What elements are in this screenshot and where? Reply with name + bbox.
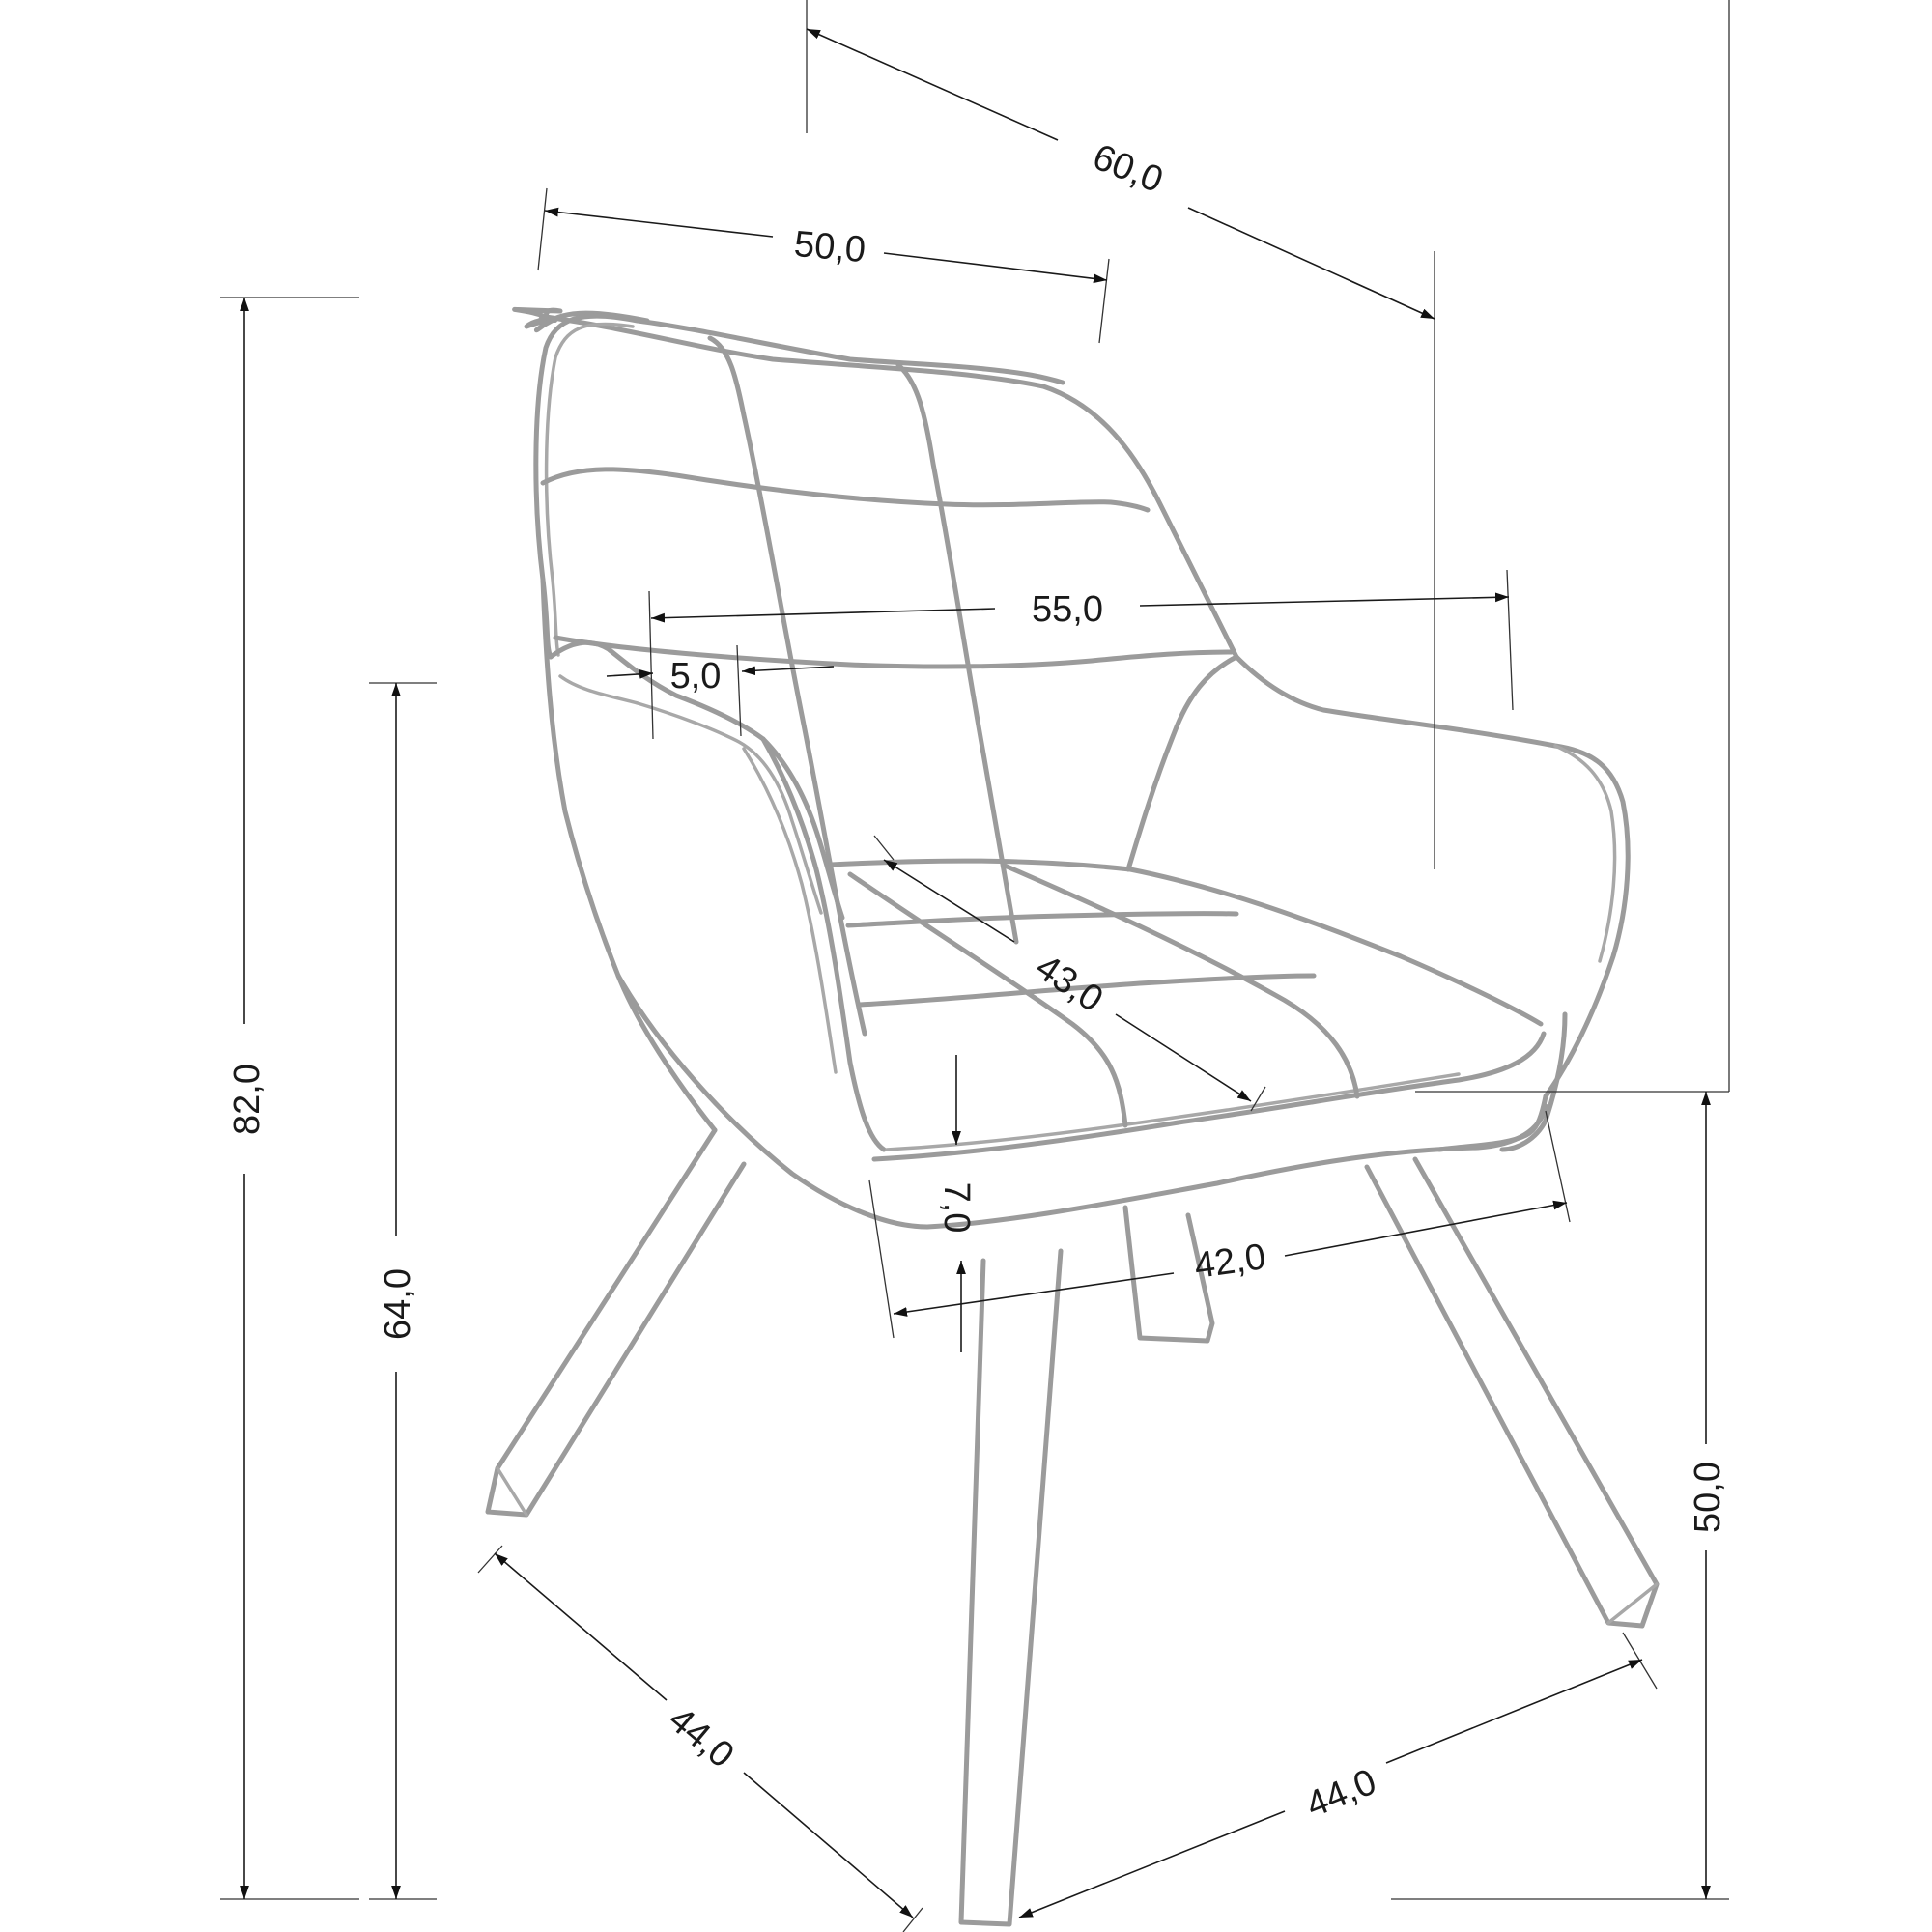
seat-front-edge [874,1034,1544,1159]
right-arm-outline [1236,657,1628,1096]
label-armrest-height: 64,0 [378,1268,418,1340]
ext-base-left-top [478,1546,502,1573]
dim-line-top-depth-b [1188,208,1435,319]
backrest-top-seam [638,321,1063,383]
ext-top-width-left [538,188,547,270]
label-seat-depth: 43,0 [1028,946,1111,1021]
leg-front-right [1367,1159,1657,1626]
label-seat-height: 50,0 [1688,1462,1728,1533]
backrest-seam-horizontal-1 [543,469,1148,510]
leg-front-center [961,1251,1061,1924]
chair-drawing [488,309,1657,1924]
ext-seat-depth-top [874,836,894,860]
leg-back-left-edge [497,1468,526,1515]
label-arm-span: 55,0 [1032,589,1103,630]
dim-line-arm-span-b [1140,597,1509,606]
dim-line-arm-width-b [742,667,834,671]
dimension-lines [220,0,1729,1932]
backrest-left-side-inner [547,324,633,655]
left-arm-top-inner [560,676,821,913]
ext-top-width-right [1099,259,1109,343]
dim-line-base-right-a [1019,1811,1285,1918]
dim-line-seat-width-a [894,1273,1174,1314]
label-top-width: 50,0 [792,223,867,271]
dim-line-seat-depth-a [884,860,1014,942]
dim-line-base-left-a [495,1553,667,1700]
dimension-labels [227,137,1728,1827]
label-seat-thickness: 7,0 [936,1181,977,1234]
backrest-seam-vertical-1 [710,338,865,1034]
label-top-depth: 60,0 [1087,136,1169,202]
dim-line-base-right-b [1386,1660,1642,1763]
ext-seat-width-left [869,1180,894,1338]
leg-back-left [488,1130,744,1515]
label-seat-width: 42,0 [1191,1236,1268,1288]
label-total-height: 82,0 [227,1064,268,1135]
ext-arm-span-left [649,591,653,739]
seat-front-edge-inner [887,1074,1459,1150]
dim-line-base-left-b [744,1773,913,1918]
dim-line-seat-depth-b [1116,1014,1251,1101]
right-arm-front [1128,657,1236,869]
backrest-seam-horizontal-2 [555,638,1232,667]
dim-line-top-width-a [545,211,773,237]
dim-line-arm-span-a [651,609,995,618]
dim-line-top-width-b [884,253,1107,280]
label-arm-width: 5,0 [669,656,722,696]
dim-line-top-depth-a [807,29,1058,140]
dim-line-seat-width-b [1285,1203,1567,1256]
label-base-left: 44,0 [660,1698,742,1776]
ext-seat-depth-bottom [1251,1087,1265,1111]
seat-seam-horizontal-1 [848,914,1236,925]
left-arm-front-face [763,739,884,1150]
backrest-seam-vertical-2 [898,365,1016,942]
backrest-left-side [536,316,638,657]
right-arm-outline-inner [1555,746,1615,961]
label-base-right: 44,0 [1300,1761,1382,1827]
ext-arm-span-right [1507,570,1513,710]
